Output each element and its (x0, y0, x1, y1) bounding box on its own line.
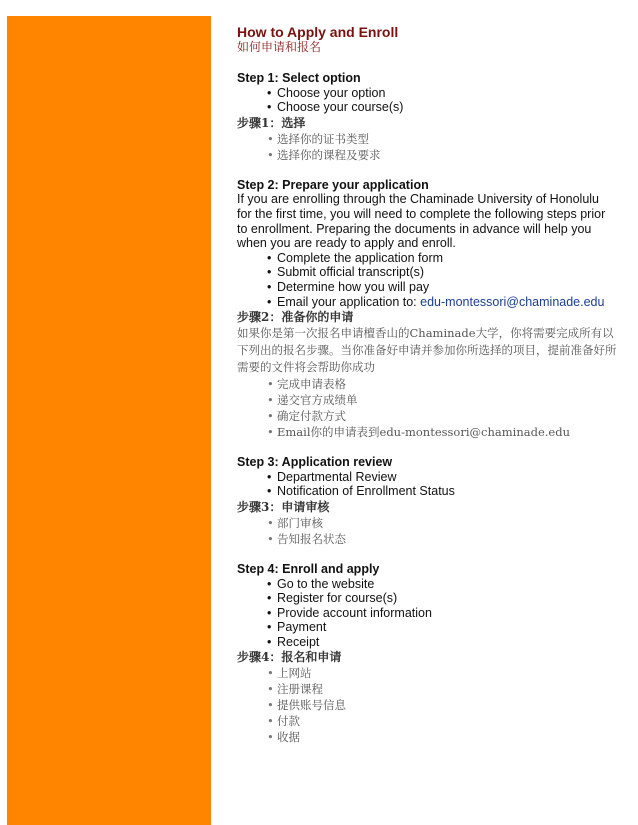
step-3-cn-title: 步骤3：申请审核 (237, 499, 330, 514)
list-item: • Notification of Enrollment Status (277, 484, 617, 499)
list-item: • 选择你的课程及要求 (277, 147, 617, 163)
list-item: • Receipt (277, 635, 617, 650)
list-item: • Determine how you will pay (277, 280, 617, 295)
step-3-section (237, 455, 617, 547)
step-1-section (237, 71, 617, 163)
list-item: • 上网站 (277, 665, 617, 681)
step-3-list (237, 470, 617, 499)
page-title: How to Apply and Enroll (237, 24, 399, 40)
step-1-title: Step 1: Select option (237, 71, 361, 85)
step-3-cn-list (237, 515, 617, 547)
step-2-list (237, 251, 617, 309)
step-4-title: Step 4: Enroll and apply (237, 561, 380, 576)
page-subtitle-cn: 如何申请和报名 (237, 40, 322, 54)
list-item: • Choose your course(s) (277, 100, 617, 115)
list-item: • 递交官方成绩单 (277, 392, 617, 408)
list-item: • Submit official transcript(s) (277, 265, 617, 280)
step-1-cn-list (237, 131, 617, 163)
list-item: • 完成申请表格 (277, 376, 617, 392)
list-item: • 提供账号信息 (277, 697, 617, 713)
step-4-cn-title: 步骤4：报名和申请 (237, 650, 342, 665)
list-item: • 选择你的证书类型 (277, 131, 617, 147)
step-3-title: Step 3: Application review (237, 455, 393, 470)
list-item: • 告知报名状态 (277, 531, 617, 547)
step-2-cn-paragraph: 如果你是第一次报名申请檀香山的Chaminade大学，你将需要完成所有以下列出的报名步骤。当你准备好申请并参加你所选择的项目，提前准备好所需要的文件将会帮助你成功 (237, 326, 617, 375)
list-item: • 部门审核 (277, 515, 617, 531)
list-item: • Provide account information (277, 606, 617, 621)
email-link[interactable]: edu-montessori@chaminade.edu (420, 294, 605, 309)
step-2-cn-title: 步骤2：准备你的申请 (237, 310, 354, 325)
step-2-section (237, 178, 617, 440)
list-item: • Choose your option (277, 86, 617, 101)
list-item: • 收据 (277, 729, 617, 745)
list-item: • Complete the application form (277, 251, 617, 266)
list-item: • Payment (277, 620, 617, 635)
list-item: • Departmental Review (277, 470, 617, 485)
step-2-title: Step 2: Prepare your application (237, 177, 429, 192)
list-item: • 确定付款方式 (277, 408, 617, 424)
main-content (237, 24, 617, 760)
list-item: • 付款 (277, 713, 617, 729)
email-prefix: Email your application to: (277, 294, 421, 309)
list-item: • Go to the website (277, 577, 617, 592)
step-2-paragraph: If you are enrolling through the Chaminade University of Honolulu for the first time, you will need to complete the following steps prior to enrollment. Preparing the documents in advance will help you when you are ready to apply and enroll. (237, 192, 606, 251)
step-4-section (237, 562, 617, 746)
step-2-cn-list (237, 376, 617, 440)
list-item-email (277, 295, 617, 310)
step-4-cn-list (237, 665, 617, 745)
step-1-cn-title: 步骤1：选择 (237, 115, 306, 130)
list-item: • 注册课程 (277, 681, 617, 697)
orange-sidebar (7, 16, 211, 825)
step-1-list (237, 86, 617, 115)
list-item: • Email你的申请表到edu-montessori@chaminade.edu (277, 424, 617, 440)
list-item: • Register for course(s) (277, 591, 617, 606)
step-4-list (237, 577, 617, 650)
